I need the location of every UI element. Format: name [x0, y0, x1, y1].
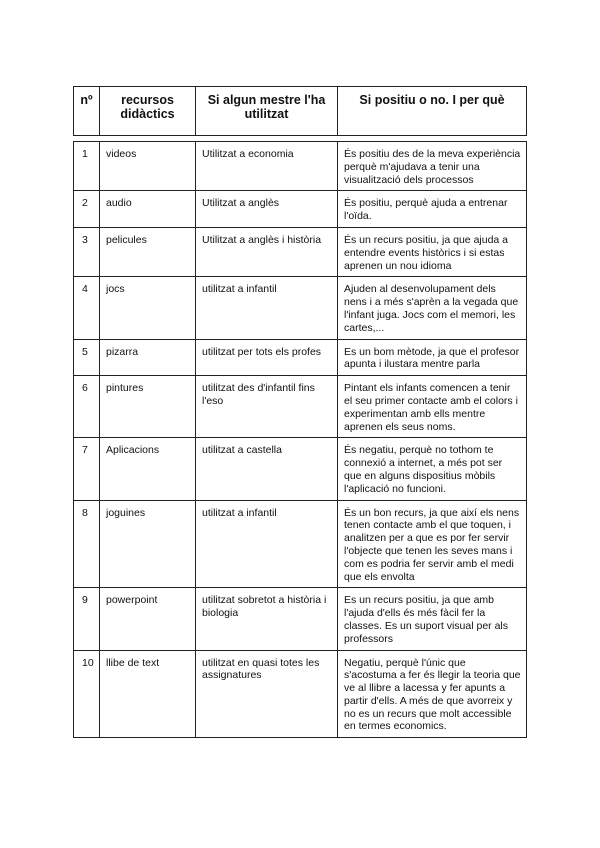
cell-valoracio: Es un bom mètode, ja que el profesor apunta i ilustara mentre parla — [338, 339, 527, 376]
cell-num: 7 — [74, 438, 100, 500]
cell-valoracio: És un recurs positiu, ja que ajuda a entendre events històrics i si estas aprenen un nou idioma — [338, 227, 527, 276]
cell-us: utilitzat a infantil — [196, 277, 338, 339]
header-mestre: Si algun mestre l'ha utilitzat — [196, 87, 338, 136]
cell-recurs: joguines — [100, 500, 196, 588]
cell-valoracio: És negatiu, perquè no tothom te connexió a internet, a més pot ser que en alguns dispositius mòbils l'aplicació no funcioni. — [338, 438, 527, 500]
cell-num: 5 — [74, 339, 100, 376]
cell-num: 8 — [74, 500, 100, 588]
cell-recurs: pizarra — [100, 339, 196, 376]
cell-num: 2 — [74, 191, 100, 228]
cell-valoracio: Es un recurs positiu, ja que amb l'ajuda d'ells és més fàcil fer la classes. Es un suport visual per als professors — [338, 588, 527, 650]
table-row — [74, 650, 527, 738]
table-row — [74, 191, 527, 228]
table-row — [74, 339, 527, 376]
cell-num: 10 — [74, 650, 100, 738]
cell-num: 3 — [74, 227, 100, 276]
header-num: nº — [74, 87, 100, 136]
cell-recurs: audio — [100, 191, 196, 228]
cell-us: utilitzat a infantil — [196, 500, 338, 588]
cell-num: 6 — [74, 376, 100, 438]
cell-recurs: jocs — [100, 277, 196, 339]
cell-us: Utilitzat a economia — [196, 142, 338, 191]
cell-valoracio: Ajuden al desenvolupament dels nens i a més s'aprèn a la vegada que l'infant juga. Jocs com el memori, les cartes,... — [338, 277, 527, 339]
table-row — [74, 277, 527, 339]
cell-valoracio: Negatiu, perquè l'únic que s'acostuma a fer és llegir la teoria que ve al llibre a lacessa y fer apunts a partir d'ells. A més de que avorreix y no es un recurs que molt accessible en termes economics. — [338, 650, 527, 738]
cell-recurs: Aplicacions — [100, 438, 196, 500]
cell-valoracio: És un bon recurs, ja que així els nens tenen contacte amb el que toquen, i analitzen per a que es por fer servir l'objecte que tenen les seves mans i com es podria fer servir amb el medi que els envolta — [338, 500, 527, 588]
cell-valoracio: Pintant els infants comencen a tenir el seu primer contacte amb el colors i experimentan amb ells mentre aprenen els seus noms. — [338, 376, 527, 438]
header-row — [74, 87, 527, 136]
cell-num: 9 — [74, 588, 100, 650]
cell-recurs: pintures — [100, 376, 196, 438]
cell-recurs: llibe de text — [100, 650, 196, 738]
table-row — [74, 376, 527, 438]
cell-us: utilitzat sobretot a història i biologia — [196, 588, 338, 650]
table-row — [74, 500, 527, 588]
cell-valoracio: És positiu des de la meva experiència perquè m'ajudava a tenir una visualització dels processos — [338, 142, 527, 191]
cell-recurs: pelicules — [100, 227, 196, 276]
cell-us: Utilitzat a anglès — [196, 191, 338, 228]
table-row — [74, 142, 527, 191]
cell-recurs: videos — [100, 142, 196, 191]
header-positiu: Si positiu o no. I per què — [338, 87, 527, 136]
resources-table — [73, 141, 527, 738]
header-table — [73, 86, 527, 136]
table-row — [74, 438, 527, 500]
cell-us: utilitzat per tots els profes — [196, 339, 338, 376]
cell-us: utilitzat a castella — [196, 438, 338, 500]
table-row — [74, 588, 527, 650]
cell-us: Utilitzat a anglès i història — [196, 227, 338, 276]
cell-us: utilitzat des d'infantil fins l'eso — [196, 376, 338, 438]
cell-recurs: powerpoint — [100, 588, 196, 650]
cell-valoracio: És positiu, perquè ajuda a entrenar l'oïda. — [338, 191, 527, 228]
cell-num: 4 — [74, 277, 100, 339]
cell-us: utilitzat en quasi totes les assignatures — [196, 650, 338, 738]
header-recursos: recursos didàctics — [100, 87, 196, 136]
table-row — [74, 227, 527, 276]
cell-num: 1 — [74, 142, 100, 191]
